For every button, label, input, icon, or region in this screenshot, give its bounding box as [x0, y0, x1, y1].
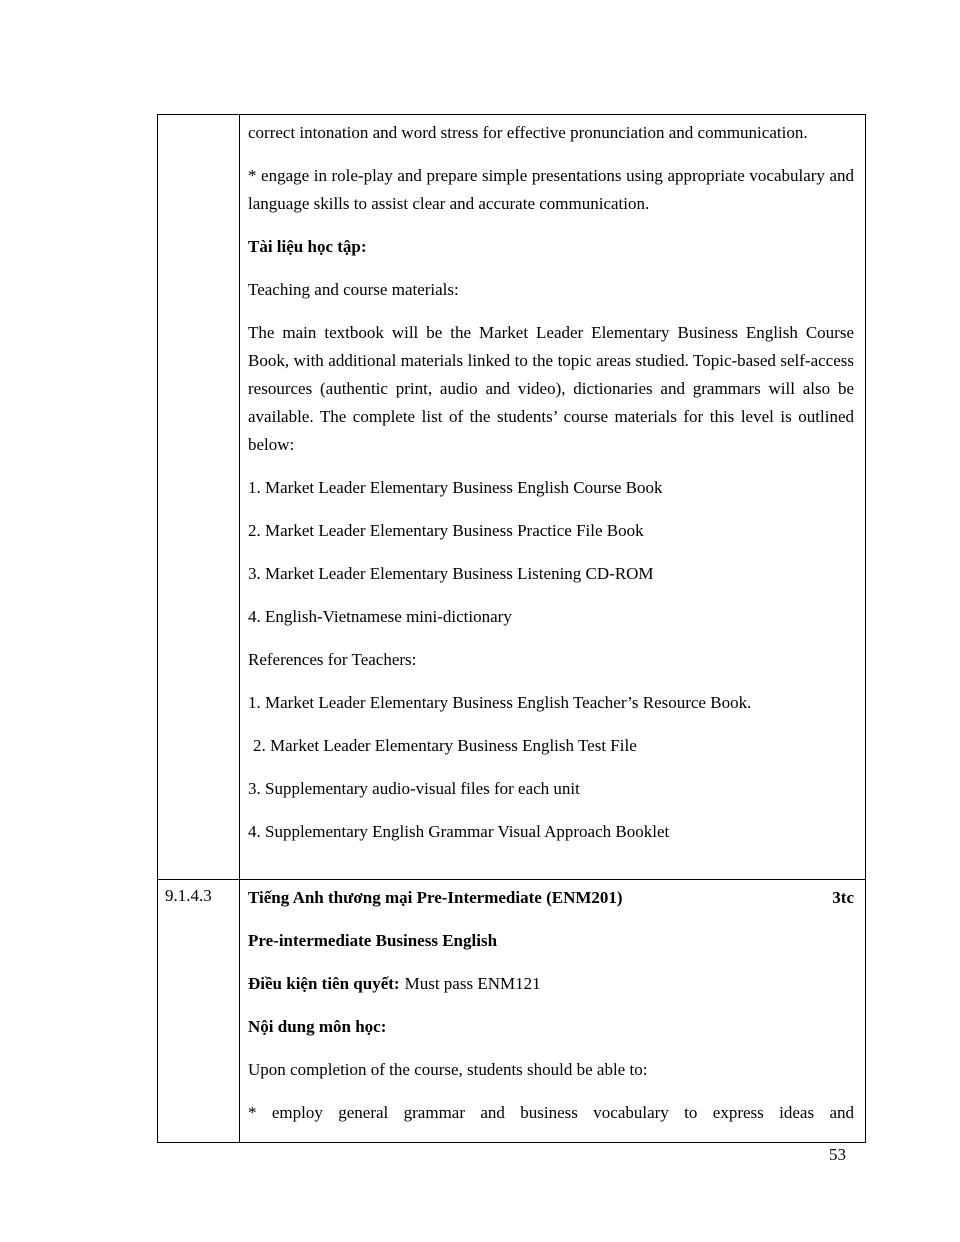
- list-item-student-material-1: 1. Market Leader Elementary Business English Course Book: [248, 478, 663, 497]
- content-cell: [240, 880, 866, 1143]
- prerequisite-label: Điều kiện tiên quyết:: [248, 974, 400, 993]
- course-title: Tiếng Anh thương mại Pre-Intermediate (ENM201): [248, 888, 623, 907]
- paragraph-objective: * engage in role-play and prepare simple presentations using appropriate vocabulary and language skills to assist clear and accurate communication.: [248, 166, 854, 213]
- paragraph-continuation: correct intonation and word stress for effective pronunciation and communication.: [248, 123, 808, 142]
- list-item-student-material-4: 4. English-Vietnamese mini-dictionary: [248, 607, 512, 626]
- prerequisite-line: [248, 970, 854, 998]
- list-item-student-material-3: 3. Market Leader Elementary Business Listening CD-ROM: [248, 564, 654, 583]
- table-row-continuation: [158, 115, 866, 880]
- objective-item: * employ general grammar and business vocabulary to express ideas and: [248, 1103, 854, 1122]
- list-item-teacher-reference-1: 1. Market Leader Elementary Business English Teacher’s Resource Book.: [248, 693, 752, 712]
- section-number-cell: 9.1.4.3: [158, 880, 240, 1143]
- content-cell: [240, 115, 866, 880]
- materials-heading: Tài liệu học tập:: [248, 237, 367, 256]
- page-number: 53: [829, 1145, 846, 1164]
- course-title-line: [248, 884, 854, 912]
- prerequisite-value: Must pass ENM121: [404, 974, 541, 993]
- list-item-teacher-reference-4: 4. Supplementary English Grammar Visual Approach Booklet: [248, 822, 670, 841]
- section-cell-empty: [158, 115, 240, 880]
- course-credits: 3tc: [832, 888, 854, 907]
- references-heading: References for Teachers:: [248, 650, 417, 669]
- course-content-heading: Nội dung môn học:: [248, 1017, 387, 1036]
- list-item-teacher-reference-3: 3. Supplementary audio-visual files for each unit: [248, 779, 580, 798]
- course-subtitle: Pre-intermediate Business English: [248, 931, 498, 950]
- paragraph-teaching-materials: Teaching and course materials:: [248, 280, 459, 299]
- paragraph-textbook-description: The main textbook will be the Market Leader Elementary Business English Course Book, with additional materials linked to the topic areas studied. Topic-based self-access resources (authentic print, audio and video), dictionaries and grammars will also be available. The complete list of the students’ course materials for this level is outlined below:: [248, 323, 854, 454]
- objective-intro: Upon completion of the course, students should be able to:: [248, 1060, 648, 1079]
- course-catalog-table: [157, 114, 866, 1143]
- table-row-course-enm201: [158, 880, 866, 1143]
- list-item-teacher-reference-2: 2. Market Leader Elementary Business English Test File: [253, 736, 637, 755]
- list-item-student-material-2: 2. Market Leader Elementary Business Practice File Book: [248, 521, 644, 540]
